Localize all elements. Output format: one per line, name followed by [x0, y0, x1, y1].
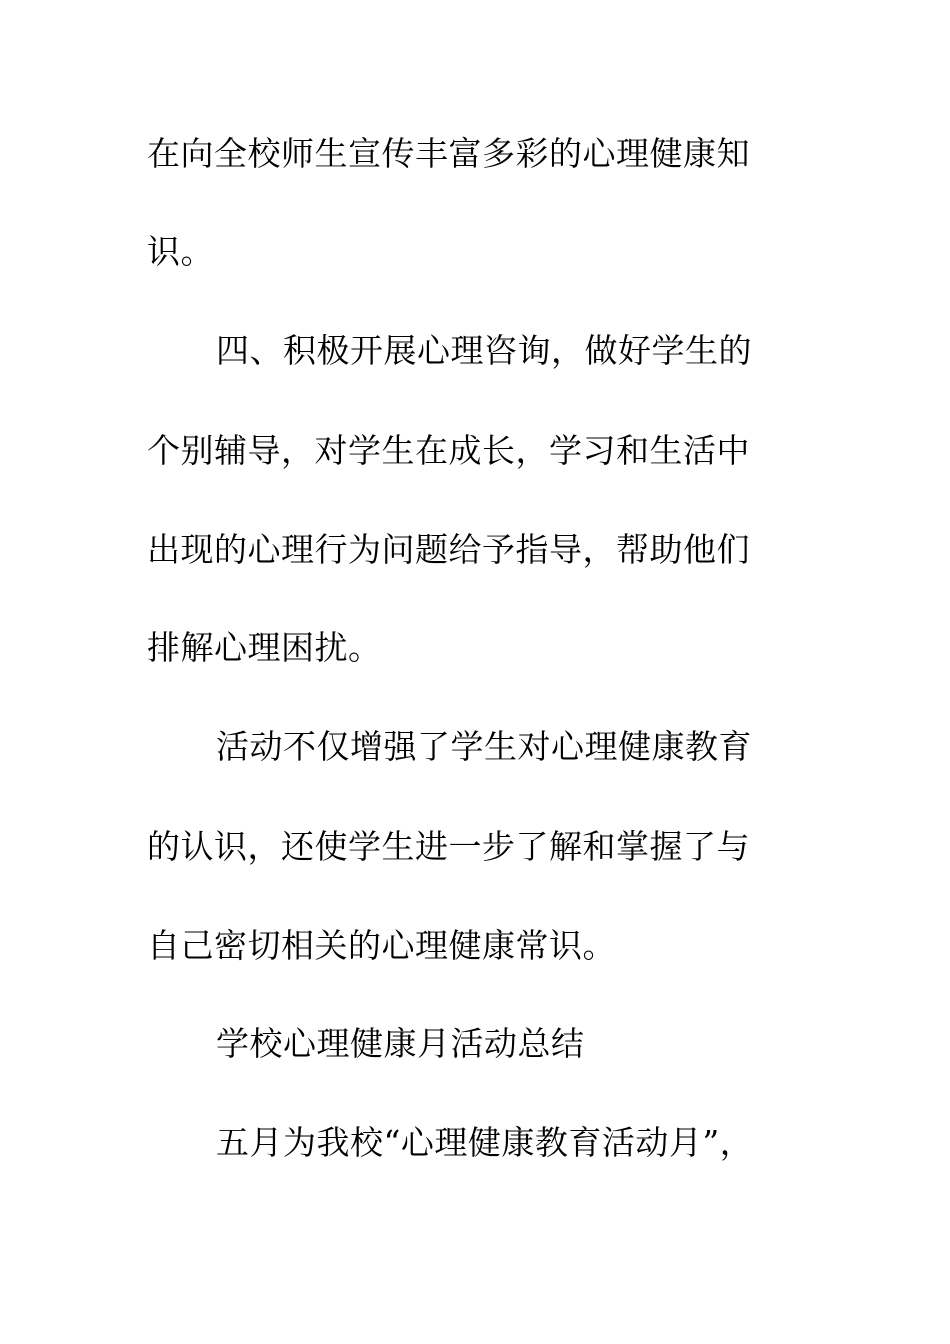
paragraph-line-11: 五月为我校“心理健康教育活动月”， [216, 1123, 754, 1162]
paragraph-line-7: 活动不仅增强了学生对心理健康教育 [216, 727, 752, 766]
paragraph-line-5: 出现的心理行为问题给予指导，帮助他们 [147, 530, 750, 569]
paragraph-line-3: 四、积极开展心理咨询，做好学生的 [216, 331, 752, 370]
paragraph-line-4: 个别辅导，对学生在成长，学习和生活中 [147, 431, 750, 470]
paragraph-line-8: 的认识，还使学生进一步了解和掌握了与 [147, 827, 750, 866]
paragraph-line-2: 识。 [147, 232, 214, 271]
paragraph-line-6: 排解心理困扰。 [147, 628, 382, 667]
section-heading: 学校心理健康月活动总结 [216, 1024, 585, 1063]
paragraph-line-9: 自己密切相关的心理健康常识。 [147, 926, 616, 965]
paragraph-line-1: 在向全校师生宣传丰富多彩的心理健康知 [147, 134, 750, 173]
